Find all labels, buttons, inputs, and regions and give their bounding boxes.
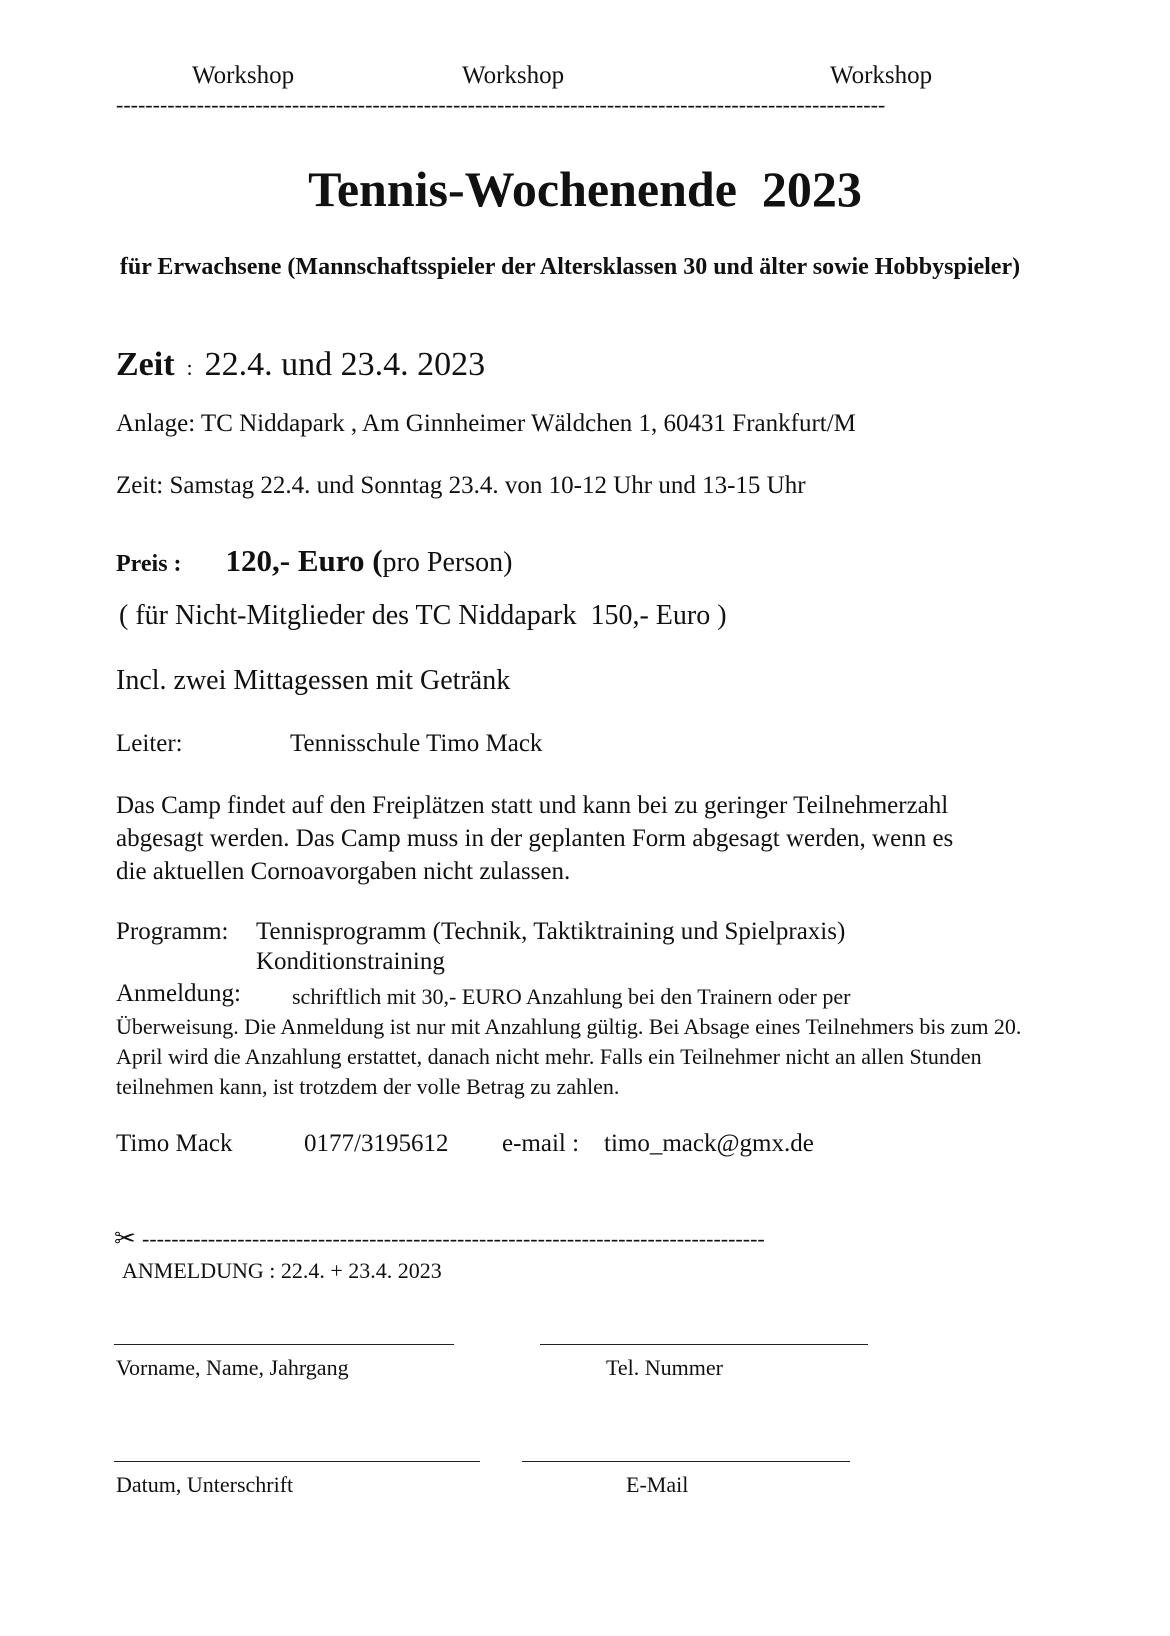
anmeldung-first-line: schriftlich mit 30,- EURO Anzahlung bei den Trainern oder per [292,984,851,1009]
field-name-label: Vorname, Name, Jahrgang [116,1355,349,1380]
coupon-title: ANMELDUNG : 22.4. + 23.4. 2023 [122,1258,442,1283]
preis-label: Preis : [116,551,182,577]
preis-note: pro Person) [382,547,513,578]
leiter-value: Tennisschule Timo Mack [290,730,543,757]
zeit-row [116,346,485,384]
email-blank-line [522,1461,850,1462]
header-workshop-1: Workshop [192,62,295,89]
leiter-label: Leiter: [116,730,183,757]
zeit-label: Zeit [116,346,175,383]
header-rule: --------------------------------------------------------------------------------------------------------- [116,92,886,117]
programm-line-1: Tennisprogramm (Technik, Taktiktraining und Spielpraxis) [256,918,846,945]
name-blank-line [114,1344,454,1345]
incl-line: Incl. zwei Mittagessen mit Getränk [116,665,511,696]
contact-phone: 0177/3195612 [304,1130,449,1157]
zeit-detail-line: Zeit: Samstag 22.4. und Sonntag 23.4. von 10-12 Uhr und 13-15 Uhr [116,472,806,499]
contact-email: timo_mack@gmx.de [604,1130,814,1157]
zeit-value: 22.4. und 23.4. 2023 [204,346,486,383]
field-date-signature-label: Datum, Unterschrift [116,1472,294,1497]
signature-blank-line [114,1461,480,1462]
scissors-icon: ✂ [114,1224,136,1253]
field-phone-label: Tel. Nummer [606,1355,723,1380]
page-title: Tennis-Wochenende 2023 [308,161,862,217]
page-subtitle: für Erwachsene (Mannschaftsspieler der Altersklassen 30 und älter sowie Hobbyspieler) [119,254,1021,280]
header-workshop-3: Workshop [830,62,933,89]
contact-name: Timo Mack [116,1130,233,1157]
coupon-cut-line: ------------------------------------------------------------------------------------- [142,1226,765,1251]
anlage-line: Anlage: TC Niddapark , Am Ginnheimer Wäldchen 1, 60431 Frankfurt/M [116,410,856,437]
anmeldung-label: Anmeldung: [116,980,241,1007]
nicht-mitglieder-line: ( für Nicht-Mitglieder des TC Niddapark 150,- Euro ) [112,600,727,631]
programm-line-2: Konditionstraining [256,948,445,975]
field-email-label: E-Mail [626,1472,689,1497]
contact-email-label: e-mail : [502,1130,580,1157]
programm-label: Programm: [116,918,229,945]
preis-row [116,543,512,579]
camp-info-paragraph: Das Camp findet auf den Freiplätzen statt und kann bei zu geringer Teilnehmerzahl abgesagt werden. Das Camp muss in der geplanten Form abgesagt werden, wenn es die aktuellen Cornoavorgaben nicht zulassen. [116,792,954,885]
preis-amount: 120,- Euro ( [225,543,383,578]
header-workshop-2: Workshop [462,62,565,89]
phone-blank-line [540,1344,868,1345]
anmeldung-paragraph: Überweisung. Die Anmeldung ist nur mit Anzahlung gültig. Bei Absage eines Teilnehmers bis zum 20. April wird die Anzahlung erstattet, danach nicht mehr. Falls ein Teilnehmer nicht an allen Stunden teilnehmen kann, ist trotzdem der volle Betrag zu zahlen. [116,1014,1022,1099]
zeit-colon: : [186,355,193,380]
